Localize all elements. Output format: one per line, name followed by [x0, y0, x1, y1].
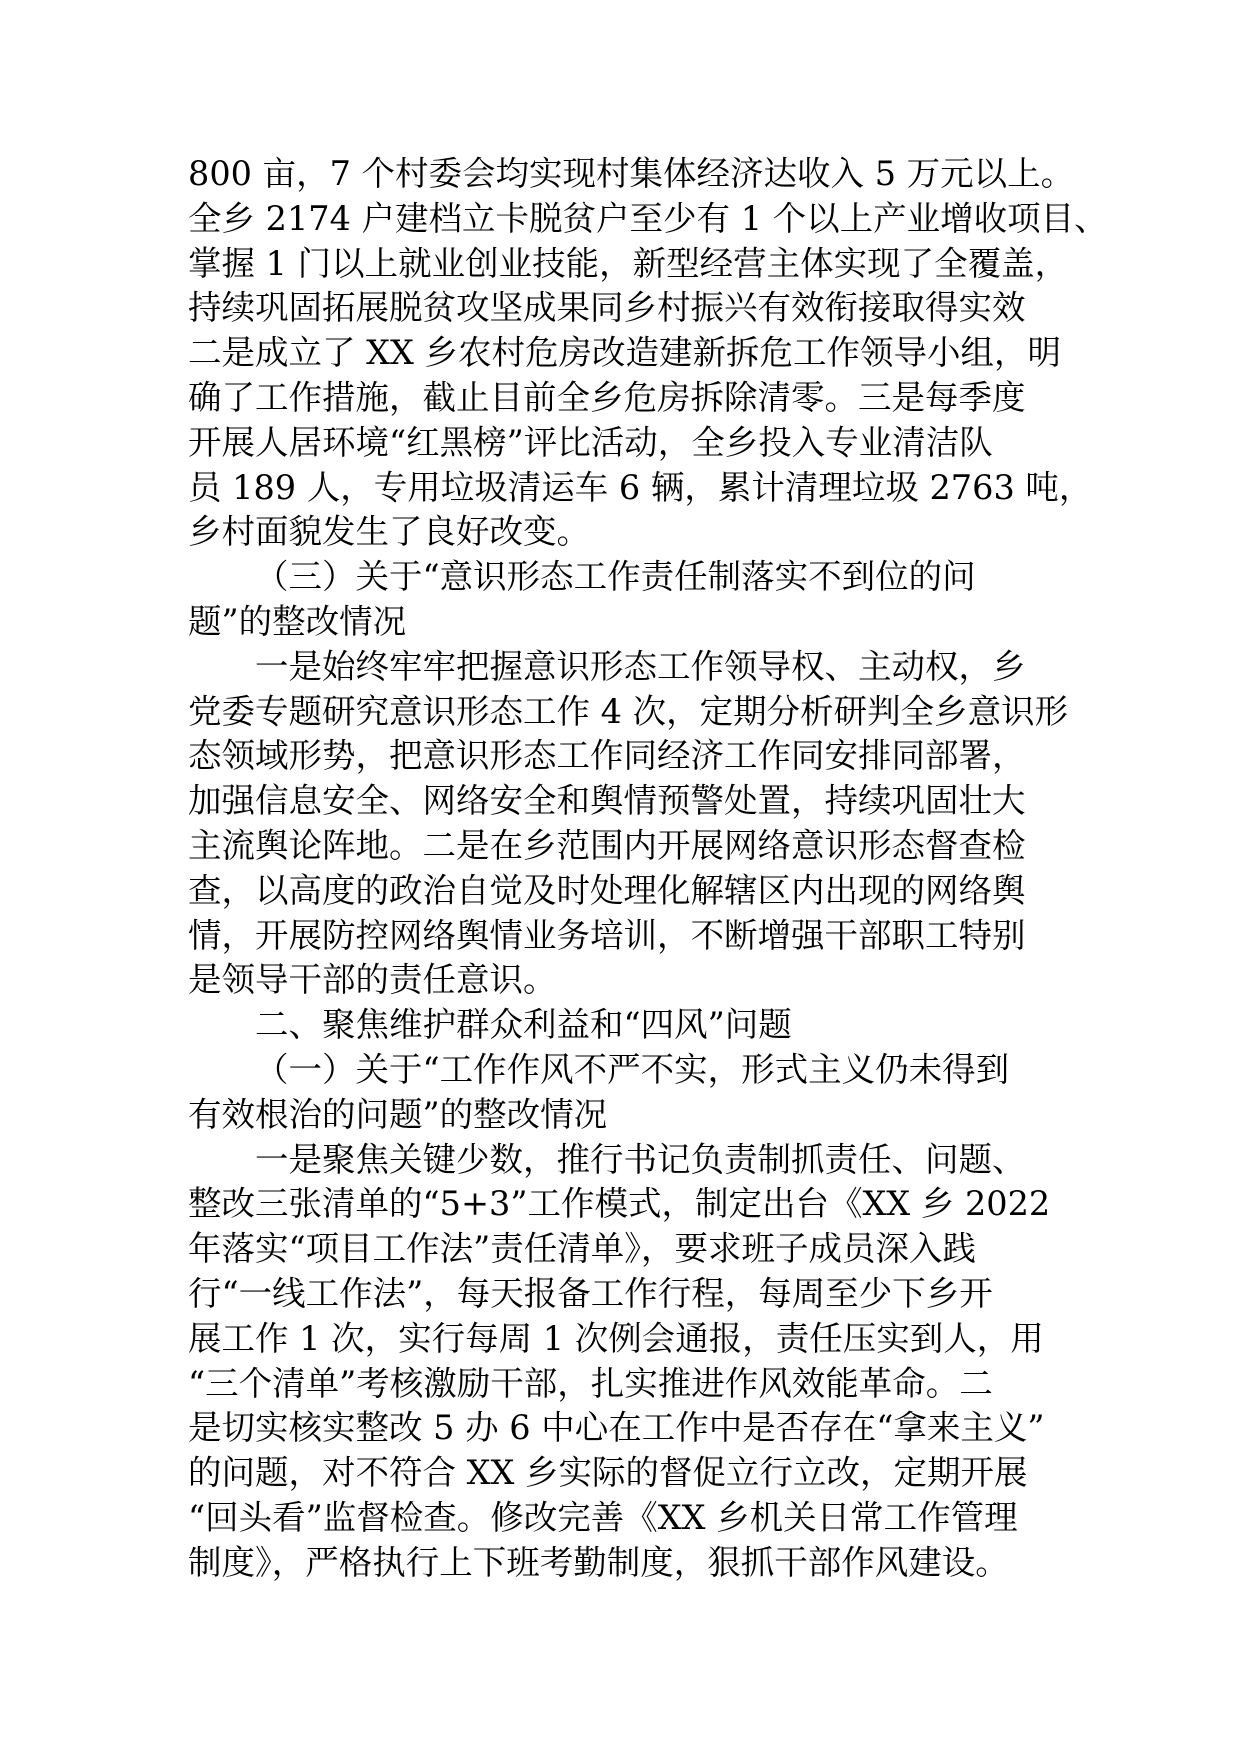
- section-heading: （三）关于“意识形态工作责任制落实不到位的问: [255, 557, 976, 597]
- text-line: 制度》，严格执行上下班考勤制度，狠抓干部作风建设。: [188, 1542, 1009, 1582]
- text-line: 是领导干部的责任意识。: [188, 960, 557, 1000]
- text-line: “三个清单”考核激励干部，扎实推进作风效能革命。二: [188, 1363, 993, 1403]
- text-line: 掌握 1 门以上就业创业技能，新型经营主体实现了全覆盖，: [188, 243, 1069, 283]
- text-line: 年落实“项目工作法”责任清单》，要求班子成员深入践: [188, 1229, 977, 1269]
- text-line: 乡村面貌发生了良好改变。: [188, 512, 590, 552]
- text-line: 情，开展防控网络舆情业务培训，不断增强干部职工特别: [188, 915, 1026, 955]
- chapter-heading: 二、聚焦维护群众利益和“四风”问题: [255, 1005, 792, 1045]
- text-line: 全乡 2174 户建档立卡脱贫户至少有 1 个以上产业增收项目、: [188, 198, 1108, 238]
- text-line: 展工作 1 次，实行每周 1 次例会通报，责任压实到人，用: [188, 1318, 1044, 1358]
- text-line: 加强信息安全、网络安全和舆情预警处置，持续巩固壮大: [188, 781, 1026, 821]
- text-line: 二是成立了 XX 乡农村危房改造建新拆危工作领导小组，明: [188, 333, 1061, 373]
- text-line: 党委专题研究意识形态工作 4 次，定期分析研判全乡意识形: [188, 691, 1069, 731]
- text-line: 800 亩，7 个村委会均实现村集体经济达收入 5 万元以上。: [188, 154, 1075, 193]
- text-line: 持续巩固拓展脱贫攻坚成果同乡村振兴有效衔接取得实效: [188, 288, 1026, 328]
- text-line: 开展人居环境“红黑榜”评比活动，全乡投入专业清洁队: [188, 422, 993, 462]
- text-line: “回头看”监督检查。修改完善《XX 乡机关日常工作管理: [188, 1497, 1018, 1537]
- text-line: 是切实核实整改 5 办 6 中心在工作中是否存在“拿来主义”: [188, 1408, 1045, 1448]
- section-heading-continued: 有效根治的问题”的整改情况: [188, 1094, 608, 1134]
- section-heading: （一）关于“工作作风不严不实，形式主义仍未得到: [255, 1049, 1010, 1089]
- text-line: 态领域形势，把意识形态工作同经济工作同安排同部署，: [188, 736, 1026, 776]
- text-line: 员 189 人，专用垃圾清运车 6 辆，累计清理垃圾 2763 吨，: [188, 467, 1093, 507]
- text-line: 查，以高度的政治自觉及时处理化解辖区内出现的网络舆: [188, 870, 1026, 910]
- section-heading-continued: 题”的整改情况: [188, 601, 407, 641]
- text-line: 行“一线工作法”，每天报备工作行程，每周至少下乡开: [188, 1273, 993, 1313]
- document-body: [188, 152, 1108, 1586]
- text-line: 整改三张清单的“5+3”工作模式，制定出台《XX 乡 2022: [188, 1184, 1051, 1224]
- paragraph-start: 一是始终牢牢把握意识形态工作领导权、主动权，乡: [255, 646, 1026, 686]
- text-line: 确了工作措施，截止目前全乡危房拆除清零。三是每季度: [188, 377, 1026, 417]
- text-line: 的问题，对不符合 XX 乡实际的督促立行立改，定期开展: [188, 1453, 1028, 1493]
- text-line: 主流舆论阵地。二是在乡范围内开展网络意识形态督查检: [188, 825, 1026, 865]
- paragraph-start: 一是聚焦关键少数，推行书记负责制抓责任、问题、: [255, 1139, 1026, 1179]
